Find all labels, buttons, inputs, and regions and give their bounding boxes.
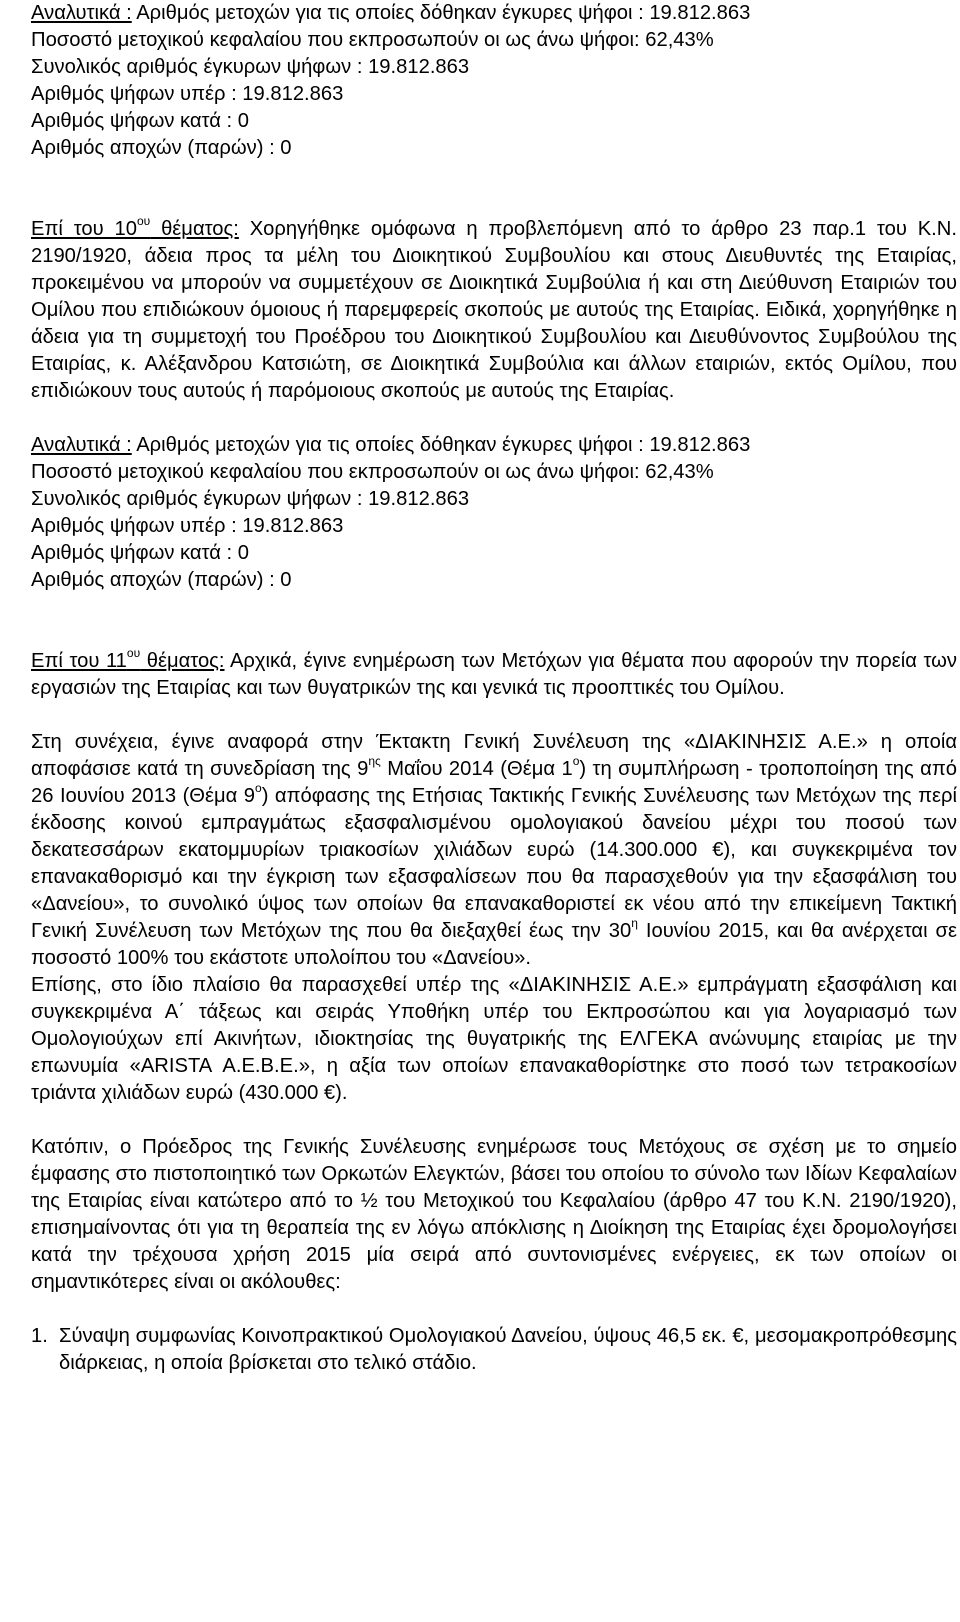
vote-results-2	[31, 432, 957, 594]
votes-against-line: Αριθμός ψήφων κατά : 0	[31, 110, 249, 132]
capital-percentage-line: Ποσοστό μετοχικού κεφαλαίου που εκπροσωπούν οι ως άνω ψήφοι: 62,43%	[31, 29, 714, 51]
analytical-label: Αναλυτικά :	[31, 434, 132, 456]
item-10-text: Χορηγήθηκε ομόφωνα η προβλεπόμενη από το άρθρο 23 παρ.1 του Κ.Ν. 2190/1920, άδεια προς τα μέλη του Διοικητικού Συμβουλίου και στους Διευθυντές της Εταιρίας, προκειμένου να μπορούν να συμμετέχουν σε Διοικητικά Συμβούλια ή και στη Διεύθυνση Εταιριών του Ομίλου που επιδιώκουν όμοιους ή παρεμφερείς σκοπούς με αυτούς της Εταιρίας. Ειδικά, χορηγήθηκε η άδεια για τη συμμετοχή του Προέδρου του Διοικητικού Συμβουλίου και Διευθύνοντος Συμβούλου της Εταιρίας, κ. Αλέξανδρου Κατσιώτη, σε Διοικητικά Συμβούλια και άλλων εταιριών, εκτός Ομίλου, που επιδιώκουν τους αυτούς ή παρόμοιους σκοπούς με αυτούς της Εταιρίας.	[31, 218, 957, 402]
diakinisis-paragraph: Στη συνέχεια, έγινε αναφορά στην Έκτακτη Γενική Συνέλευση της «ΔΙΑΚΙΝΗΣΙΣ Α.Ε.» η οποία αποφάσισε κατά τη συνεδρίαση της $9^{\eta\varsigma}$ Μαΐου 2014 (Θέμα $1^o$) τη συμπλήρωση - τροποποίηση της από 26 Ιουνίου 2013 (Θέμα $9^o$) απόφασης της Ετήσιας Τακτικής Γενικής Συνέλευσης των Μετόχων της περί έκδοσης κοινού εμπραγμάτως εξασφαλισμένου ομολογιακού δανείου μέχρι του ποσού των δεκατεσσάρων εκατομμυρίων τριακοσίων χιλιάδων ευρώ (14.300.000 €), και συγκεκριμένα τον επανακαθορισμό και την έγκριση των εξασφαλίσεων που θα παρασχεθούν για την εξασφάλιση του «Δανείου», το συνολικό ύψος των οποίων θα επανακαθοριστεί εκ νέου από την επικείμενη Τακτική Γενική Συνέλευση των Μετόχων της που θα διεξαχθεί έως την $30^\eta$ Ιουνίου 2015, και θα ανέρχεται σε ποσοστό 100% του εκάστοτε υπολοίπου του «Δανείου».	[31, 731, 958, 969]
list-number: 1.	[31, 1325, 48, 1347]
item-10-heading: Επί του $10^{o\upsilon}$ θέματος:	[31, 214, 239, 240]
abstentions-line: Αριθμός αποχών (παρών) : 0	[31, 569, 292, 591]
abstentions-line: Αριθμός αποχών (παρών) : 0	[31, 137, 292, 159]
total-valid-votes-line: Συνολικός αριθμός έγκυρων ψήφων : 19.812.863	[31, 488, 470, 510]
votes-for-line: Αριθμός ψήφων υπέρ : 19.812.863	[31, 515, 344, 537]
votes-for-line: Αριθμός ψήφων υπέρ : 19.812.863	[31, 83, 344, 105]
shares-voted-line: Αναλυτικά : Αριθμός μετοχών για τις οποίες δόθηκαν έγκυρες ψήφοι : 19.812.863	[31, 434, 751, 456]
item-11-heading: Επί του $11^{o\upsilon}$ θέματος:	[31, 646, 225, 672]
vote-results-1	[31, 0, 957, 162]
list-item	[31, 1323, 957, 1377]
capital-percentage-line: Ποσοστό μετοχικού κεφαλαίου που εκπροσωπούν οι ως άνω ψήφοι: 62,43%	[31, 461, 714, 483]
total-valid-votes-line: Συνολικός αριθμός έγκυρων ψήφων : 19.812.863	[31, 56, 470, 78]
list-text: Σύναψη συμφωνίας Κοινοπρακτικού Ομολογιακού Δανείου, ύψους 46,5 εκ. €, μεσομακροπρόθεσμης διάρκειας, η οποία βρίσκεται στο τελικό στάδιο.	[59, 1325, 957, 1374]
item-11-text: Αρχικά, έγινε ενημέρωση των Μετόχων για θέματα που αφορούν την πορεία των εργασιών της Εταιρίας και των θυγατρικών της και γενικά τις προοπτικές του Ομίλου.	[31, 650, 957, 699]
item-10-paragraph	[31, 216, 957, 405]
equity-paragraph: Κατόπιν, ο Πρόεδρος της Γενικής Συνέλευσης ενημέρωσε τους Μετόχους σε σχέση με το σημείο έμφασης στο πιστοποιητικό των Ορκωτών Ελεγκτών, βάσει του οποίου το σύνολο των Ιδίων Κεφαλαίων της Εταιρίας είναι κατώτερο από το ½ του Μετοχικού του Κεφαλαίου (άρθρο 47 του Κ.Ν. 2190/1920), επισημαίνοντας ότι για τη θεραπεία της εν λόγω απόκλισης η Διοίκηση της Εταιρίας έχει δρομολογήσει κατά την τρέχουσα χρήση 2015 μία σειρά από συντονισμένες ενέργειες, εκ των οποίων οι σημαντικότερες είναι οι ακόλουθες:	[31, 1136, 957, 1293]
item-11-paragraph	[31, 648, 957, 702]
votes-against-line: Αριθμός ψήφων κατά : 0	[31, 542, 249, 564]
shares-voted-line: Αναλυτικά : Αριθμός μετοχών για τις οποίες δόθηκαν έγκυρες ψήφοι : 19.812.863	[31, 2, 751, 24]
analytical-label: Αναλυτικά :	[31, 2, 132, 24]
mortgage-paragraph: Επίσης, στο ίδιο πλαίσιο θα παρασχεθεί υπέρ της «ΔΙΑΚΙΝΗΣΙΣ Α.Ε.» εμπράγματη εξασφάλιση και συγκεκριμένα Α΄ τάξεως και σειράς Υποθήκη υπέρ του Εκπροσώπου και για λογαριασμό των Ομολογιούχων επί Ακινήτων, ιδιοκτησίας της θυγατρικής της ΕΛΓΕΚΑ ανώνυμης εταιρίας με την επωνυμία «ARISTA Α.Ε.Β.Ε.», η αξία των οποίων επανακαθορίστηκε στο ποσό των τετρακοσίων τριάντα χιλιάδων ευρώ (430.000 €).	[31, 974, 957, 1104]
